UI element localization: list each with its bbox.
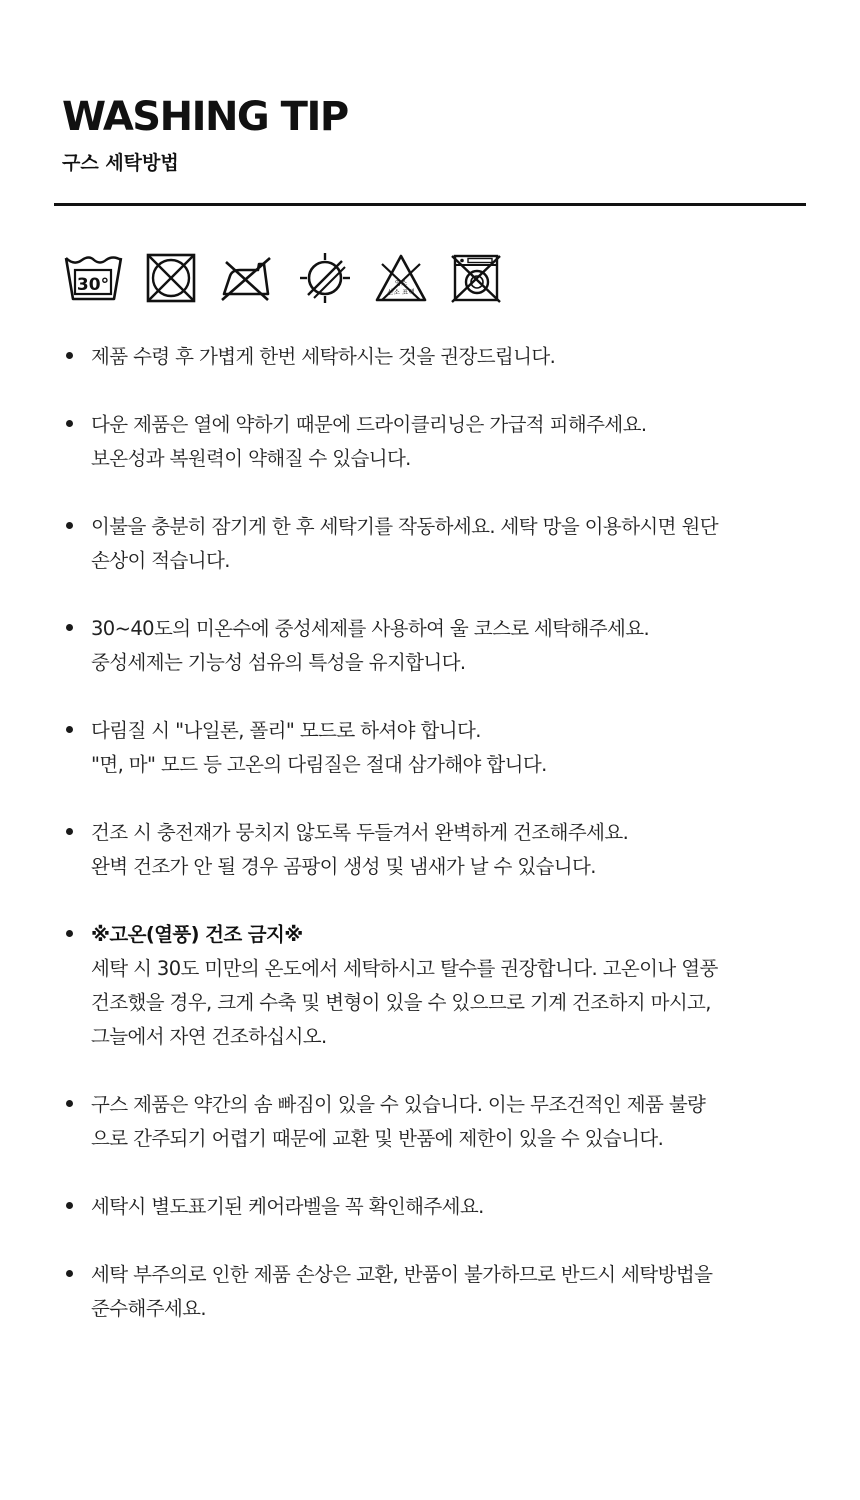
header-divider (54, 203, 806, 206)
tip-item (62, 1258, 802, 1326)
tip-text: 세탁 부주의로 인한 제품 손상은 교환, 반품이 불가하므로 반드시 세탁방법을 (91, 1263, 713, 1286)
tip-item (62, 816, 802, 884)
tip-text: "면, 마" 모드 등 고온의 다림질은 절대 삼가해야 합니다. (91, 753, 547, 776)
tip-text: 건조했을 경우, 크게 수축 및 변형이 있을 수 있으므로 기계 건조하지 마시고, (91, 991, 711, 1014)
page-title: WASHING TIP (62, 94, 348, 140)
do-not-wring-icon (297, 250, 353, 306)
tip-item (62, 714, 802, 782)
do-not-machine-dry-icon (449, 252, 503, 304)
tip-text: 세탁 시 30도 미만의 온도에서 세탁하시고 탈수를 권장합니다. 고온이나 열풍 (91, 957, 718, 980)
wash-30-icon (62, 252, 124, 304)
washing-tips-list (62, 340, 802, 1360)
care-icons (62, 250, 503, 306)
tip-text: 건조 시 충전재가 뭉치지 않도록 두들겨서 완벽하게 건조해주세요. (91, 821, 629, 844)
tip-text: 다림질 시 "나일론, 폴리" 모드로 하셔야 합니다. (91, 719, 481, 742)
tip-text: 으로 간주되기 어렵기 때문에 교환 및 반품에 제한이 있을 수 있습니다. (91, 1127, 664, 1150)
tip-text: 세탁시 별도표기된 케어라벨을 꼭 확인해주세요. (91, 1195, 484, 1218)
page-subtitle: 구스 세탁방법 (62, 152, 179, 174)
tip-item (62, 1190, 802, 1224)
tip-item (62, 918, 802, 1054)
tip-item (62, 340, 802, 374)
do-not-tumble-dry-icon (145, 252, 197, 304)
tip-text: 준수해주세요. (91, 1297, 207, 1320)
do-not-iron-icon (218, 252, 276, 304)
wash-temp-label: 30° (76, 275, 110, 295)
tip-item (62, 510, 802, 578)
tip-text: 이불을 충분히 잠기게 한 후 세탁기를 작동하세요. 세탁 망을 이용하시면 원단 (91, 515, 718, 538)
tip-text: 30~40도의 미온수에 중성세제를 사용하여 울 코스로 세탁해주세요. (91, 617, 650, 640)
tip-text: 손상이 적습니다. (91, 549, 230, 572)
do-not-bleach-icon (374, 252, 428, 304)
tip-text: 그늘에서 자연 건조하십시오. (91, 1025, 327, 1048)
bleach-label-1: 염소 (394, 279, 408, 287)
tip-item (62, 1088, 802, 1156)
tip-item (62, 408, 802, 476)
tip-text: 다운 제품은 열에 약하기 때문에 드라이클리닝은 가급적 피해주세요. (91, 413, 647, 436)
tip-text: 보온성과 복원력이 약해질 수 있습니다. (91, 447, 411, 470)
header (62, 92, 348, 176)
tip-text: 구스 제품은 약간의 솜 빠짐이 있을 수 있습니다. 이는 무조건적인 제품 불량 (91, 1093, 706, 1116)
tip-text: 완벽 건조가 안 될 경우 곰팡이 생성 및 냄새가 날 수 있습니다. (91, 855, 596, 878)
tip-item (62, 612, 802, 680)
tip-heading: ※고온(열풍) 건조 금지※ (91, 923, 303, 946)
bleach-label-2: 산소 표백 (387, 288, 415, 296)
tip-text: 중성세제는 기능성 섬유의 특성을 유지합니다. (91, 651, 466, 674)
tip-text: 제품 수령 후 가볍게 한번 세탁하시는 것을 권장드립니다. (91, 345, 556, 368)
